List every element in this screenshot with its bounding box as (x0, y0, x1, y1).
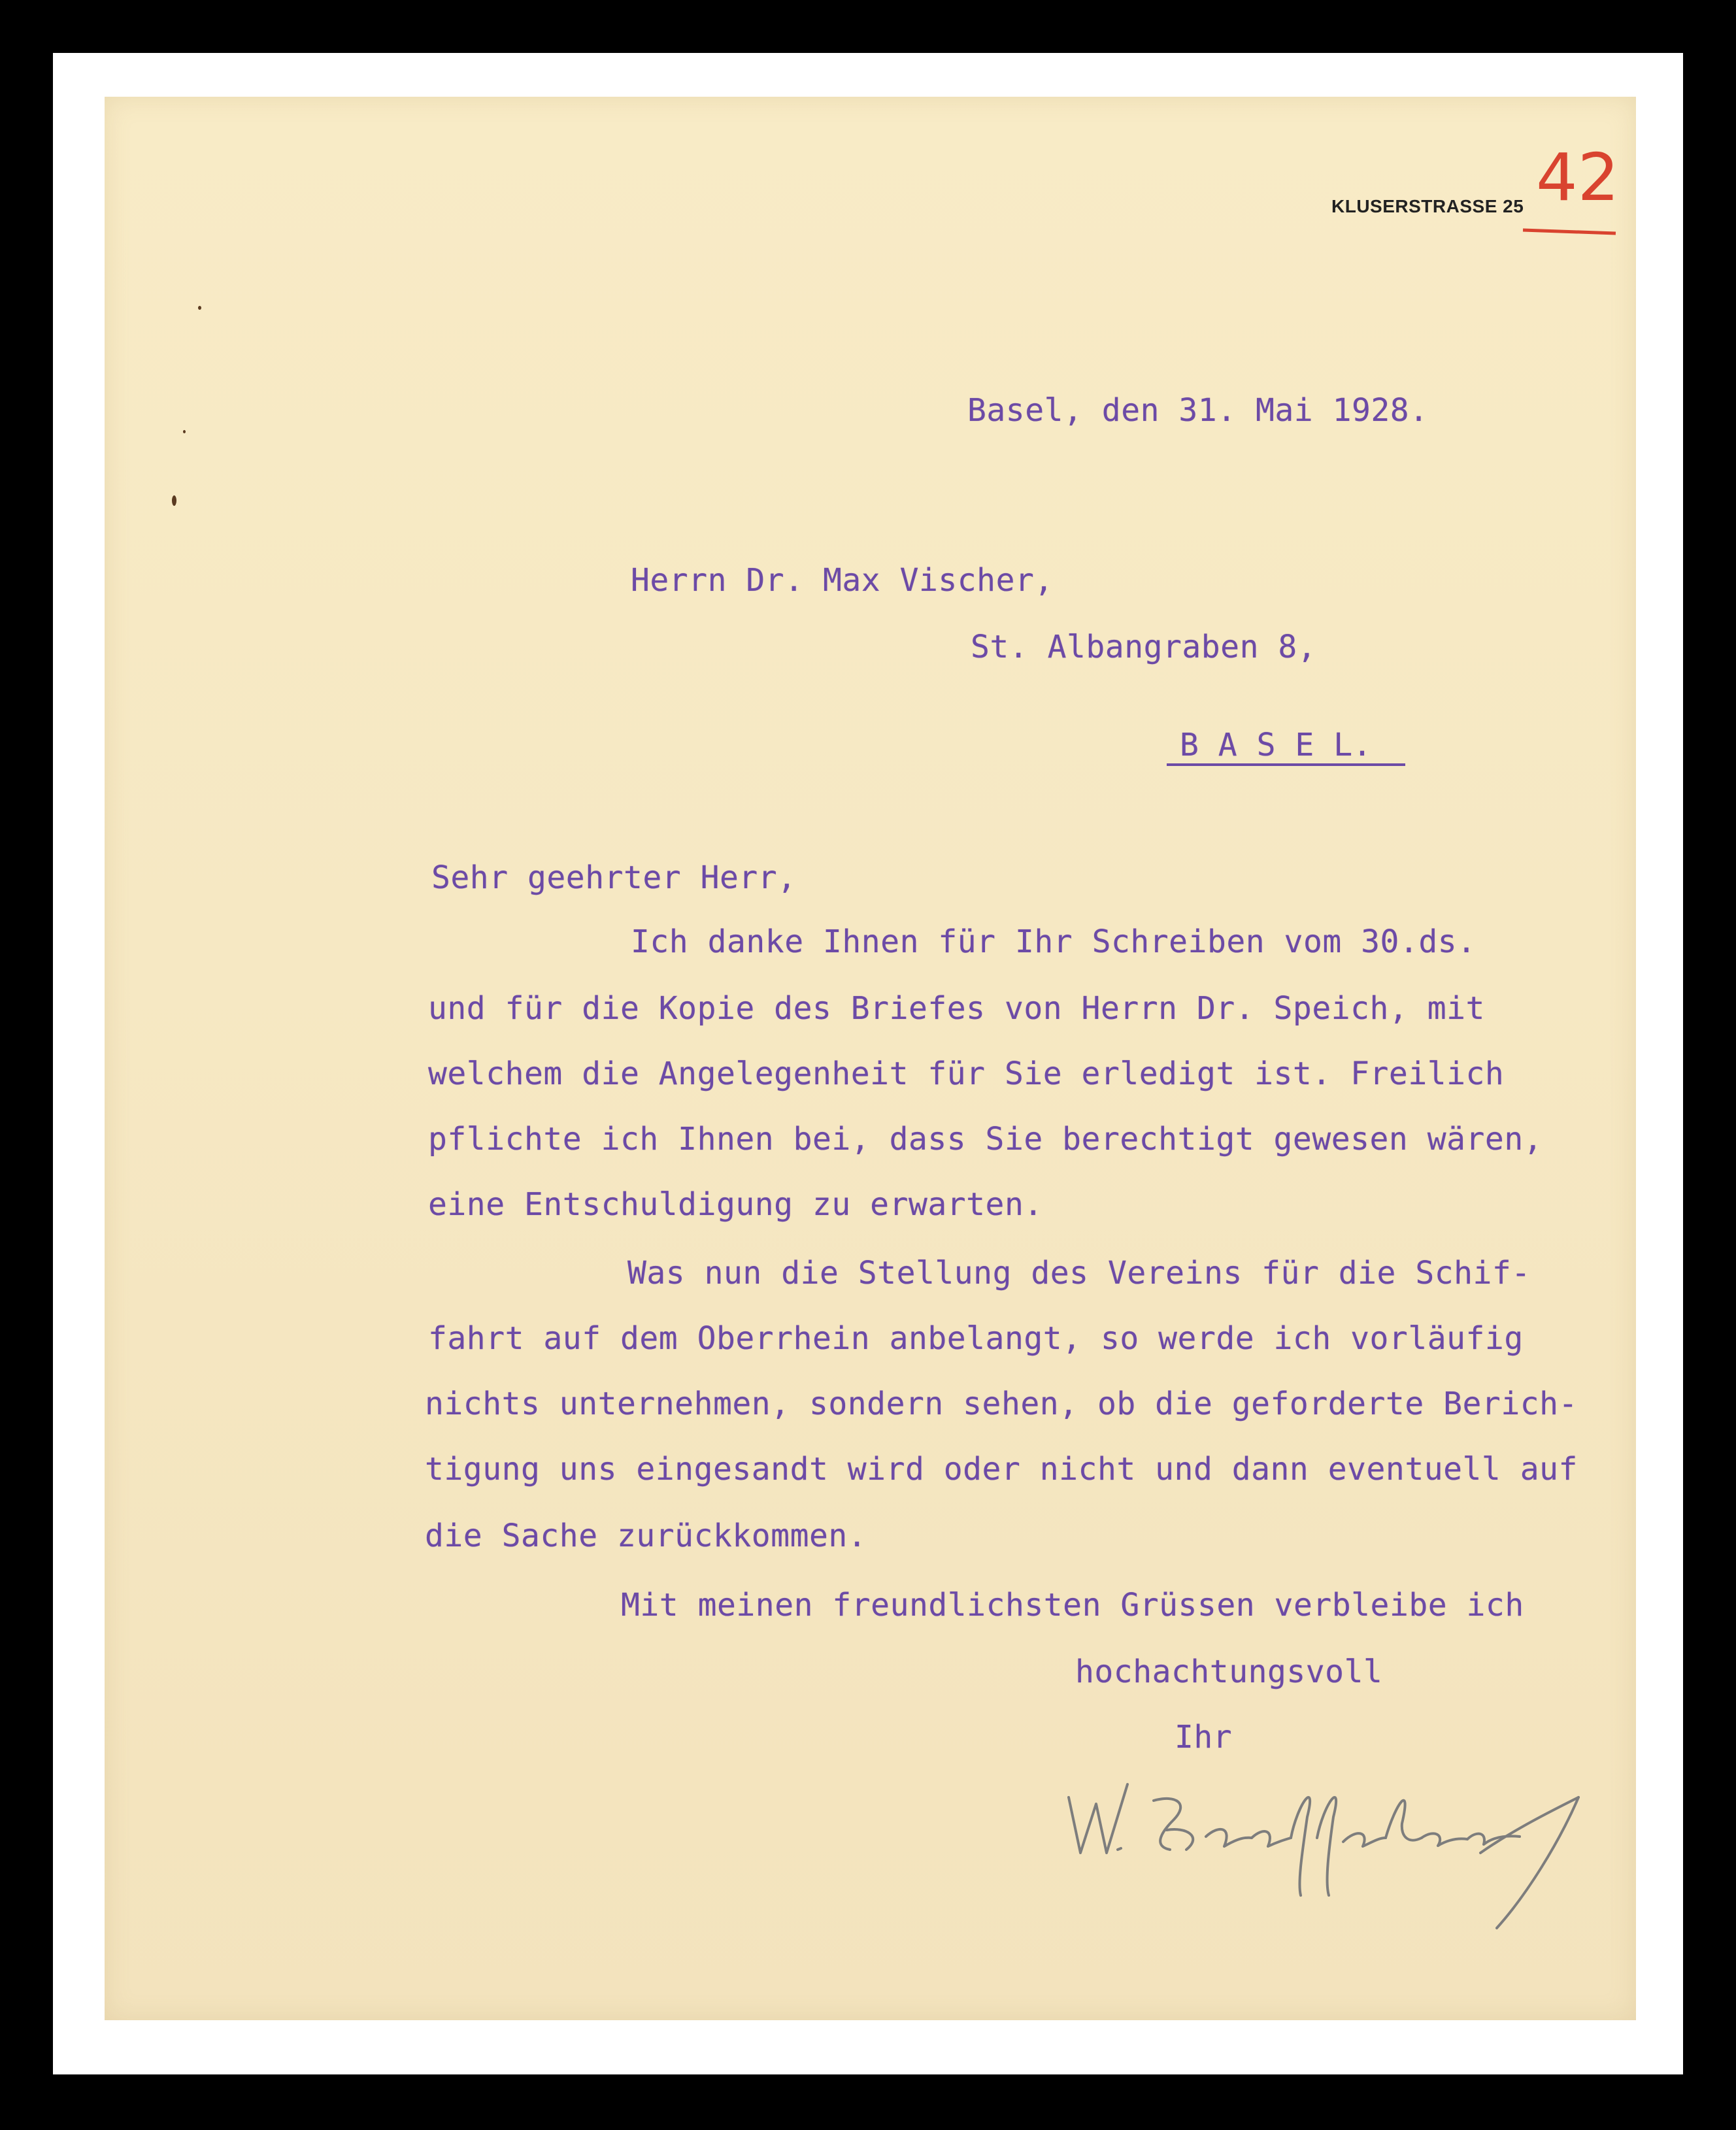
body-line: Ich danke Ihnen für Ihr Schreiben vom 30.ds. (631, 924, 1477, 960)
salutation: Sehr geehrter Herr, (431, 859, 797, 896)
body-line: nichts unternehmen, sondern sehen, ob die geforderte Berich- (425, 1386, 1578, 1422)
body-line: pflichte ich Ihnen bei, dass Sie berechtigt gewesen wären, (428, 1121, 1543, 1157)
handwritten-signature (1056, 1765, 1592, 1935)
body-line: und für die Kopie des Briefes von Herrn Dr. Speich, mit (428, 990, 1485, 1027)
recipient-street: St. Albangraben 8, (971, 629, 1317, 665)
recipient-city: B A S E L. (1180, 727, 1372, 763)
paper-speck (172, 495, 176, 506)
paper-speck (183, 430, 186, 433)
date-line: Basel, den 31. Mai 1928. (967, 392, 1429, 429)
recipient-name: Herrn Dr. Max Vischer, (631, 562, 1054, 599)
body-line: tigung uns eingesandt wird oder nicht und dann eventuell auf (425, 1451, 1578, 1488)
closing-line: Mit meinen freundlichsten Grüssen verbleibe ich (621, 1587, 1524, 1623)
letterhead-address: KLUSERSTRASSE 25 (1331, 196, 1524, 216)
body-line: Was nun die Stellung des Vereins für die Schif- (627, 1255, 1531, 1291)
folio-number: 42 (1536, 139, 1620, 216)
body-line: welchem die Angelegenheit für Sie erledigt ist. Freilich (428, 1056, 1505, 1092)
body-line: fahrt auf dem Oberrhein anbelangt, so werde ich vorläufig (428, 1320, 1524, 1357)
closing-line: Ihr (1175, 1719, 1233, 1756)
closing-line: hochachtungsvoll (1075, 1654, 1383, 1690)
body-line: eine Entschuldigung zu erwarten. (428, 1186, 1043, 1223)
city-underline (1167, 763, 1405, 766)
body-line: die Sache zurückkommen. (425, 1518, 867, 1554)
paper-speck (198, 306, 201, 310)
